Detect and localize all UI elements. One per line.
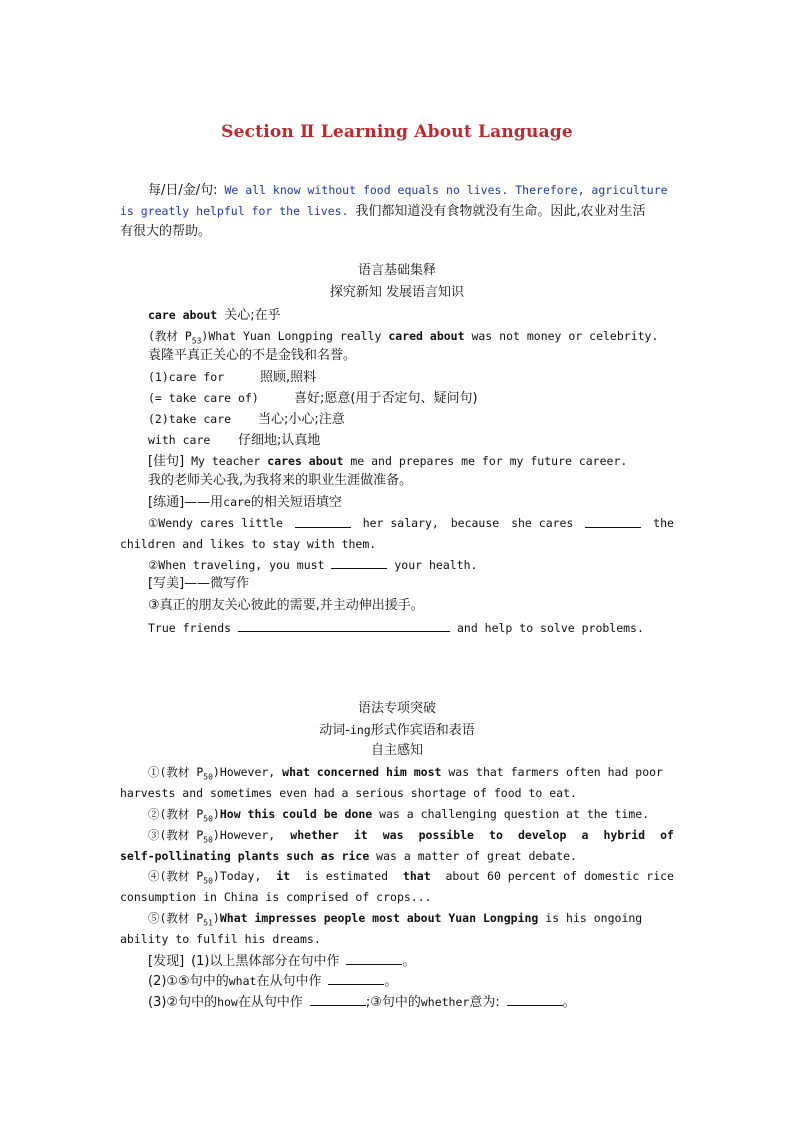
sentence-4-line-2: consumption in China is comprised of crops... bbox=[120, 890, 432, 904]
answer-blank[interactable] bbox=[328, 972, 384, 985]
sentence-3-line-2: self-pollinating plants such as rice was a matter of great debate. bbox=[120, 849, 577, 863]
answer-blank[interactable] bbox=[310, 993, 366, 1006]
daily-sentence-line-1 bbox=[148, 182, 668, 199]
daily-label: 每/日/金/句: bbox=[148, 183, 218, 198]
answer-blank[interactable] bbox=[331, 556, 387, 569]
answer-blank[interactable] bbox=[507, 993, 563, 1006]
exercise-3-prompt: ③真正的朋友关心彼此的需要,并主动伸出援手。 bbox=[148, 598, 424, 613]
discovery-2: (2)①⑤句中的what在从句中作 。 bbox=[148, 974, 398, 989]
exercise-1: ①Wendy cares little her salary, because she cares the bbox=[148, 516, 674, 530]
sentence-3: ③(教材 $P_{50})However$, whether it was possible to develop a hybrid of bbox=[148, 828, 674, 845]
phrase-take-care-of: (= take care of) 喜好;愿意(用于否定句、疑问句) bbox=[148, 391, 478, 406]
example-bold: cared about bbox=[388, 329, 465, 343]
exercise-3: True friends and help to solve problems. bbox=[148, 621, 644, 635]
daily-chinese-2: 有很大的帮助。 bbox=[120, 224, 212, 239]
practice-label: [练通]——用care的相关短语填空 bbox=[148, 495, 342, 510]
phrase-with-care: with care 仔细地;认真地 bbox=[148, 433, 321, 448]
page-title: Section Ⅱ Learning About Language bbox=[221, 122, 573, 142]
phrase-term: care about bbox=[148, 308, 218, 322]
phrase-take-care: (2)take care 当心;小心;注意 bbox=[148, 412, 345, 427]
discovery-3: (3)②句中的how在从句中作 ;③句中的whether意为: 。 bbox=[148, 995, 576, 1010]
sentence-5-line-2: ability to fulfil his dreams. bbox=[120, 932, 321, 946]
good-sentence: [佳句] My teacher cares about me and prepares me for my future career. bbox=[148, 454, 628, 469]
good-sentence-translation: 我的老师关心我,为我将来的职业生涯做准备。 bbox=[148, 473, 413, 488]
answer-blank[interactable] bbox=[238, 619, 450, 632]
daily-english-1: We all know without food equals no lives. Therefore, agriculture bbox=[224, 183, 668, 197]
answer-blank[interactable] bbox=[295, 515, 351, 528]
section1-subheading: 探究新知 发展语言知识 bbox=[329, 285, 465, 300]
daily-english-2: is greatly helpful for the lives. bbox=[120, 204, 349, 218]
textbook-example-translation: 袁隆平真正关心的不是金钱和名誉。 bbox=[148, 348, 357, 363]
section2-subheading: 动词-ing形式作宾语和表语 bbox=[319, 723, 475, 738]
answer-blank[interactable] bbox=[585, 515, 641, 528]
phrase-meaning: 关心;在乎 bbox=[224, 308, 281, 323]
section2-subheading-2: 自主感知 bbox=[370, 743, 423, 758]
phrase-entry bbox=[148, 307, 281, 324]
exercise-1-line-2: children and likes to stay with them. bbox=[120, 537, 377, 551]
daily-sentence-line-2 bbox=[120, 203, 646, 220]
sentence-2: ②(教材 $P_{50})How$ this could be done was a challenging question at the time. bbox=[148, 807, 650, 824]
writing-label: [写美]——微写作 bbox=[148, 576, 250, 591]
exercise-2: ②When traveling, you must your health. bbox=[148, 558, 478, 572]
daily-chinese-1: 我们都知道没有食物就没有生命。因此,农业对生活 bbox=[355, 204, 646, 219]
sentence-1: ①(教材 $P_{50})However$, what concerned him most was that farmers often had poor bbox=[148, 765, 663, 782]
textbook-example: (教材 $P_{53})What$ Yuan Longping really cared about was not money or celebrity. bbox=[148, 329, 659, 346]
sentence-4: ④(教材 $P_{50})Today$, it is estimated that about 60 percent of domestic rice bbox=[148, 869, 674, 886]
section2-heading: 语法专项突破 bbox=[357, 701, 436, 716]
answer-blank[interactable] bbox=[346, 952, 402, 965]
sentence-1-line-2: harvests and sometimes even had a serious shortage of food to eat. bbox=[120, 786, 577, 800]
section1-heading: 语言基础集释 bbox=[357, 263, 436, 278]
discovery-1: [发现] (1)以上黑体部分在句中作 。 bbox=[148, 954, 416, 969]
phrase-care-for: (1)care for 照顾,照料 bbox=[148, 370, 317, 385]
sentence-5: ⑤(教材 $P_{51})What$ impresses people most about Yuan Longping is his ongoing bbox=[148, 911, 643, 928]
